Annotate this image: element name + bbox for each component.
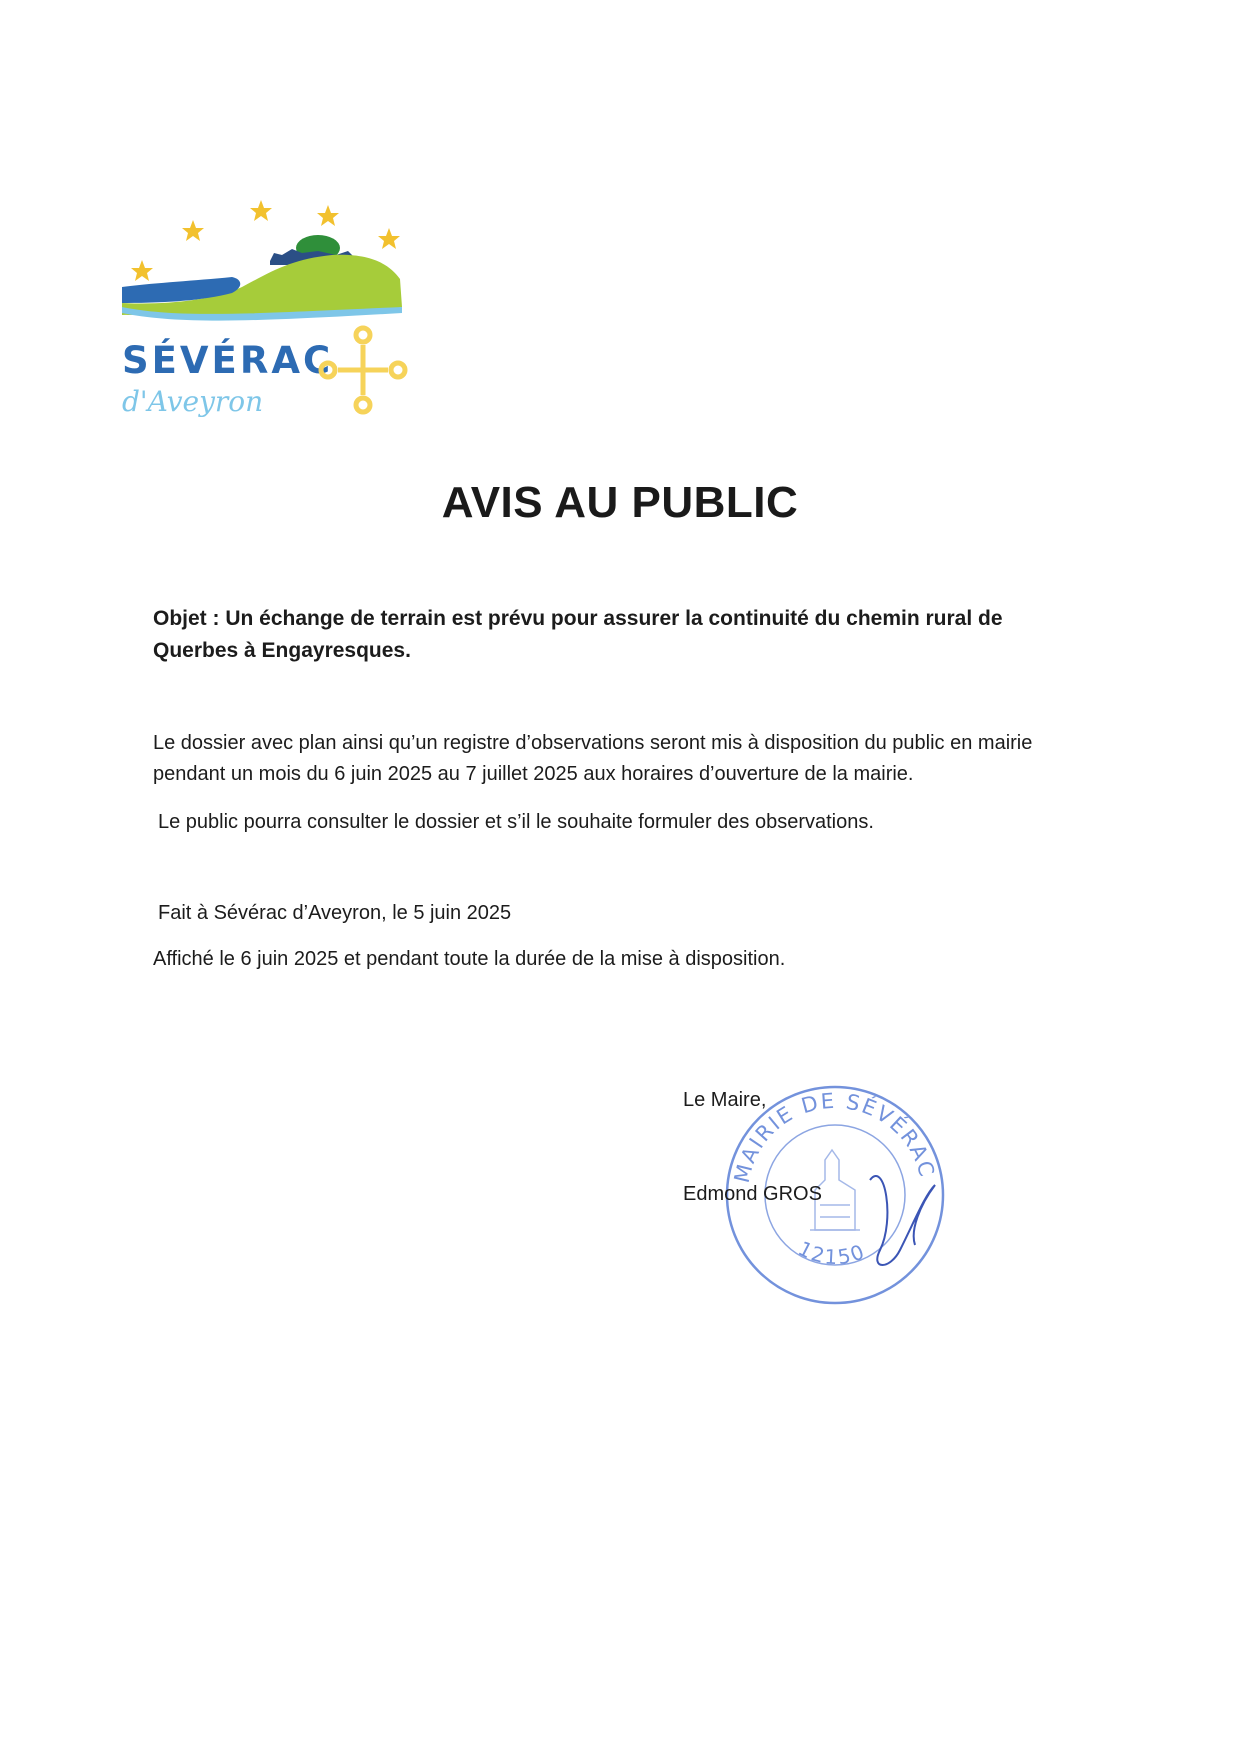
signatory-name: Edmond GROS [683,1183,822,1205]
posting-notice: Affiché le 6 juin 2025 et pendant toute la durée de la mise à disposition. [153,948,786,970]
occitan-cross-icon [321,328,405,412]
page-title: AVIS AU PUBLIC [441,478,799,527]
svg-text:12150: 12150 [794,1236,870,1270]
signature-role: Le Maire, [683,1089,767,1111]
object-statement: Objet : Un échange de terrain est prévu pour assurer la continuité du chemin rural de Querbes à Engayresques. [153,607,1003,662]
svg-text:d'Aveyron: d'Aveyron [122,385,264,418]
place-date-line: Fait à Sévérac d’Aveyron, le 5 juin 2025 [158,902,512,924]
body-paragraph: Le public pourra consulter le dossier et s’il le souhaite formuler des observations. [158,811,874,833]
svg-text:MAIRIE DE SÉVÉRAC D'AVEYRON: MAIRIE DE SÉVÉRAC [729,1088,940,1186]
logo-graphic [122,195,422,445]
svg-text:SÉVÉRAC: SÉVÉRAC [122,339,334,382]
body-paragraph: Le dossier avec plan ainsi qu’un registre d’observations seront mis à disposition du public en mairie pendant un mois du 6 juin 2025 au 7 juillet 2025 aux horaires d’ouverture de la mairie. [153,732,1033,785]
handwritten-signature [870,1176,935,1265]
municipal-logo [122,195,422,445]
